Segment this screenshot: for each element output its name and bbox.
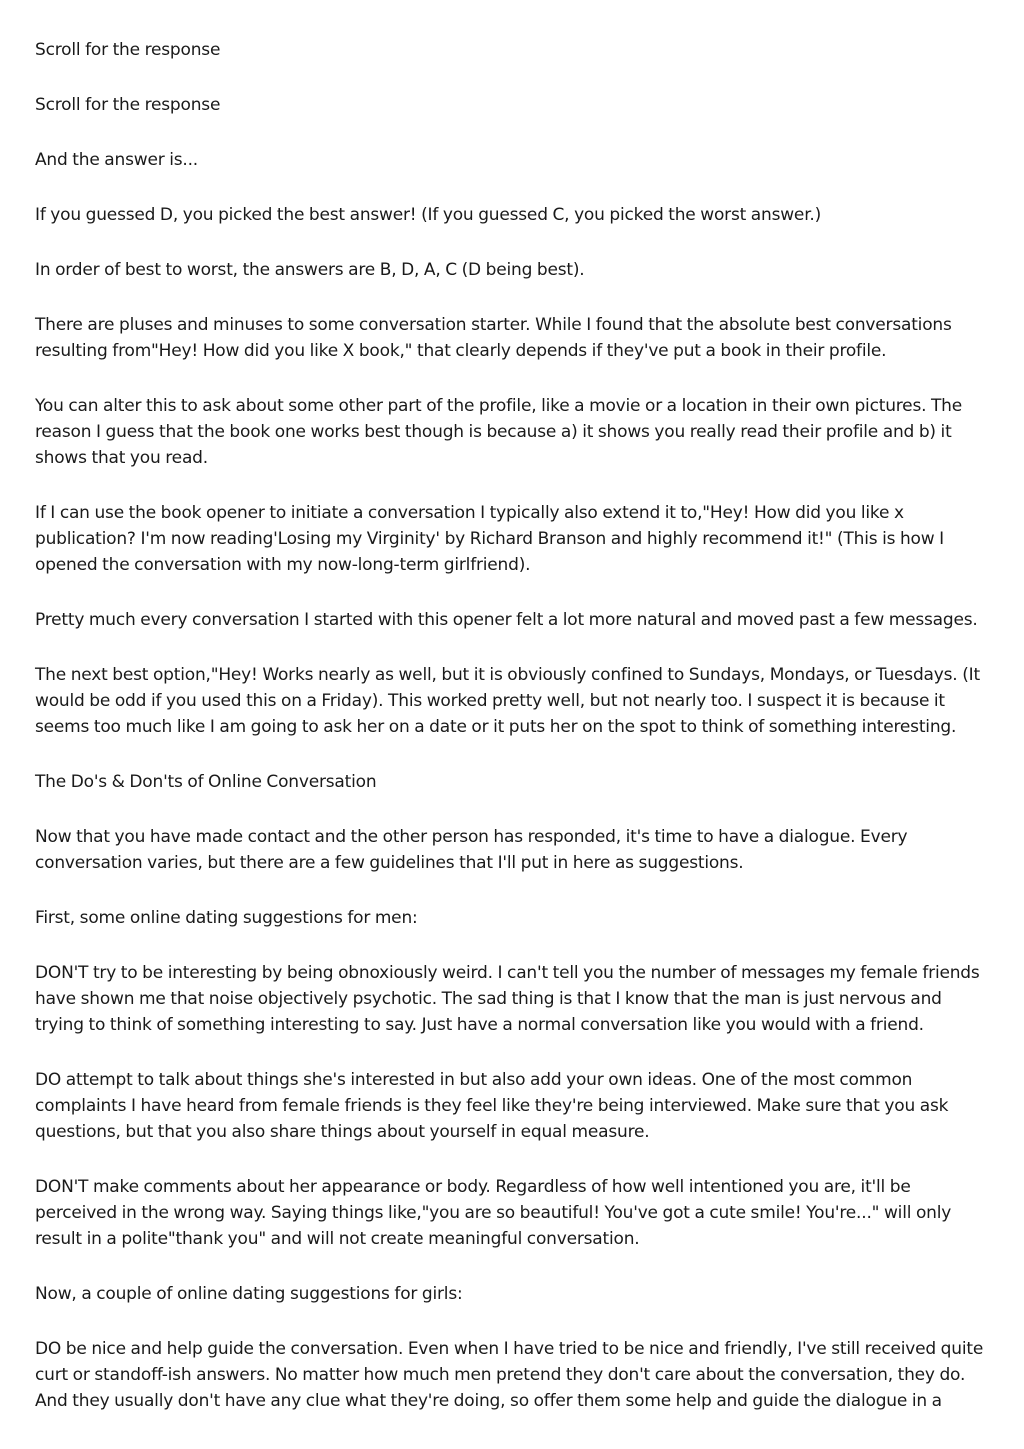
paragraph: First, some online dating suggestions for men: bbox=[35, 908, 418, 928]
document-body bbox=[35, 37, 995, 1443]
paragraph: There are pluses and minuses to some conversation starter. While I found that the absolute best conversations resulting from"Hey! How did you like X book," that clearly depends if they've put a book in their profile. bbox=[35, 315, 952, 361]
paragraph: Scroll for the response bbox=[35, 40, 221, 60]
paragraph: Scroll for the response bbox=[35, 95, 221, 115]
paragraph: DO attempt to talk about things she's interested in but also add your own ideas. One of the most common complaints I have heard from female friends is they feel like they're being interviewed. Make sure that you ask questions, but that you also share things about yourself in equal measure. bbox=[35, 1070, 949, 1142]
paragraph: And the answer is... bbox=[35, 150, 198, 170]
section-heading: The Do's & Don'ts of Online Conversation bbox=[35, 772, 377, 792]
paragraph: The next best option,"Hey! Works nearly as well, but it is obviously confined to Sundays, Mondays, or Tuesdays. (It would be odd if you used this on a Friday). This worked pretty well, but not nearly too. I suspect it is because it seems too much like I am going to ask her on a date or it puts her on the spot to think of something interesting. bbox=[35, 665, 980, 737]
paragraph: DON'T try to be interesting by being obnoxiously weird. I can't tell you the number of messages my female friends have shown me that noise objectively psychotic. The sad thing is that I know that the man is just nervous and trying to think of something interesting to say. Just have a normal conversation like you would with a friend. bbox=[35, 963, 980, 1035]
paragraph: If you guessed D, you picked the best answer! (If you guessed C, you picked the worst answer.) bbox=[35, 205, 822, 225]
paragraph: Now, a couple of online dating suggestions for girls: bbox=[35, 1284, 463, 1304]
paragraph: You can alter this to ask about some other part of the profile, like a movie or a location in their own pictures. The reason I guess that the book one works best though is because a) it shows you really read their profile and b) it shows that you read. bbox=[35, 396, 963, 468]
paragraph: DO be nice and help guide the conversation. Even when I have tried to be nice and friendly, I've still received quite curt or standoff-ish answers. No matter how much men pretend they don't care about the conversation, they do. And they usually don't have any clue what they're doing, so offer them some help and guide the dialogue in a bbox=[35, 1339, 984, 1411]
paragraph: DON'T make comments about her appearance or body. Regardless of how well intentioned you are, it'll be perceived in the wrong way. Saying things like,"you are so beautiful! You've got a cute smile! You're..." will only result in a polite"thank you" and will not create meaningful conversation. bbox=[35, 1177, 952, 1249]
paragraph: If I can use the book opener to initiate a conversation I typically also extend it to,"Hey! How did you like x publication? I'm now reading'Losing my Virginity' by Richard Branson and highly recommend it!" (This is how I opened the conversation with my now-long-term girlfriend). bbox=[35, 503, 944, 575]
paragraph: Pretty much every conversation I started with this opener felt a lot more natural and moved past a few messages. bbox=[35, 610, 978, 630]
paragraph: In order of best to worst, the answers are B, D, A, C (D being best). bbox=[35, 260, 585, 280]
paragraph: Now that you have made contact and the other person has responded, it's time to have a dialogue. Every conversation varies, but there are a few guidelines that I'll put in here as suggestions. bbox=[35, 827, 908, 873]
